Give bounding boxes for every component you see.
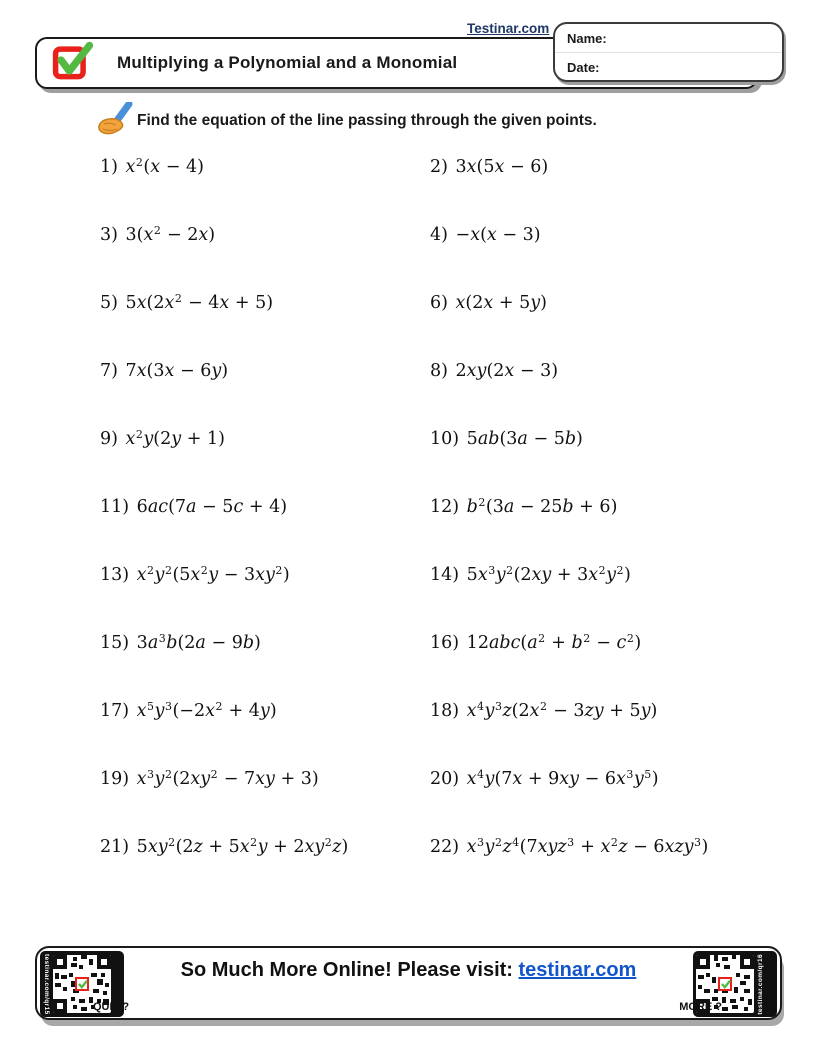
problem-expression: $x^4y^3z(2x^2 - 3zy + 5y)$ xyxy=(466,699,658,721)
problem-expression: $5x^3y^2(2xy + 3x^2y^2)$ xyxy=(466,563,631,585)
problem-1 xyxy=(100,157,430,225)
problem-number: 16) xyxy=(430,633,465,653)
problem-expression: 2xy(2x − 3) xyxy=(455,361,559,381)
footer-site-link[interactable]: testinar.com xyxy=(518,959,637,981)
problem-expression: $x^4y(7x + 9xy - 6x^3y^5)$ xyxy=(466,767,659,789)
problem-12 xyxy=(430,497,790,565)
problem-number: 19) xyxy=(100,769,135,789)
footer-message xyxy=(37,959,780,982)
more-label: MORE ? xyxy=(679,1001,722,1013)
footer-message-text: So Much More Online! Please visit: xyxy=(180,959,519,981)
page-title: Multiplying a Polynomial and a Monomial xyxy=(117,53,458,72)
problem-22 xyxy=(430,837,790,905)
problem-number: 20) xyxy=(430,769,465,789)
problem-5 xyxy=(100,293,430,361)
problem-3 xyxy=(100,225,430,293)
problem-expression: $5x(2x^2 - 4x + 5)$ xyxy=(125,291,274,313)
footer-banner xyxy=(35,946,782,1020)
writing-hand-icon xyxy=(96,102,136,140)
problem-7 xyxy=(100,361,430,429)
problem-expression: 6ac(7a − 5c + 4) xyxy=(136,497,288,517)
problem-number: 21) xyxy=(100,837,135,857)
problem-number: 2) xyxy=(430,157,454,177)
problem-number: 4) xyxy=(430,225,454,245)
quiz-label: QUIZ ? xyxy=(93,1001,130,1013)
problem-expression: $x^2y^2(5x^2y - 3xy^2)$ xyxy=(136,563,290,585)
problem-expression: $b^2(3a - 25b + 6)$ xyxy=(466,495,618,517)
problem-expression: x(2x + 5y) xyxy=(455,293,547,313)
date-field-label: Date: xyxy=(567,60,600,75)
problem-number: 11) xyxy=(100,497,135,517)
problem-16 xyxy=(430,633,790,701)
checkbox-check-icon xyxy=(51,39,95,83)
name-date-box xyxy=(553,22,784,82)
problem-8 xyxy=(430,361,790,429)
problem-number: 9) xyxy=(100,429,124,449)
problem-9 xyxy=(100,429,430,497)
problem-2 xyxy=(430,157,790,225)
problem-expression: 7x(3x − 6y) xyxy=(125,361,229,381)
problem-number: 10) xyxy=(430,429,465,449)
problem-expression: $x^3y^2z^4(7xyz^3 + x^2z - 6xzy^3)$ xyxy=(466,835,709,857)
problem-number: 1) xyxy=(100,157,124,177)
problem-expression: $5xy^2(2z + 5x^2y + 2xy^2z)$ xyxy=(136,835,349,857)
problem-17 xyxy=(100,701,430,769)
problem-10 xyxy=(430,429,790,497)
problem-number: 22) xyxy=(430,837,465,857)
problem-18 xyxy=(430,701,790,769)
problem-6 xyxy=(430,293,790,361)
problem-expression: 5ab(3a − 5b) xyxy=(466,429,583,449)
problem-number: 7) xyxy=(100,361,124,381)
problem-number: 13) xyxy=(100,565,135,585)
problem-expression: $x^5y^3(-2x^2 + 4y)$ xyxy=(136,699,277,721)
problem-19 xyxy=(100,769,430,837)
problem-21 xyxy=(100,837,430,905)
problem-expression: $x^2(x - 4)$ xyxy=(125,155,204,177)
instruction-text: Find the equation of the line passing through the given points. xyxy=(137,112,597,129)
name-field-label: Name: xyxy=(555,24,782,53)
problem-number: 18) xyxy=(430,701,465,721)
problem-expression: $3a^3b(2a - 9b)$ xyxy=(136,631,261,653)
problem-15 xyxy=(100,633,430,701)
problem-20 xyxy=(430,769,790,837)
problem-expression: $12abc(a^2 + b^2 - c^2)$ xyxy=(466,631,642,653)
problem-number: 3) xyxy=(100,225,124,245)
problem-13 xyxy=(100,565,430,633)
problem-11 xyxy=(100,497,430,565)
problem-number: 6) xyxy=(430,293,454,313)
top-site-link[interactable]: Testinar.com xyxy=(467,21,550,36)
problem-number: 8) xyxy=(430,361,454,381)
qr-left-caption: testinar.com/qr15 xyxy=(43,953,50,1015)
problem-expression: $x^2y(2y + 1)$ xyxy=(125,427,225,449)
qr-right-caption: testinar.com/qr16 xyxy=(757,953,764,1015)
problem-number: 15) xyxy=(100,633,135,653)
problem-4 xyxy=(430,225,790,293)
problem-number: 5) xyxy=(100,293,124,313)
instruction-row xyxy=(96,102,597,140)
problem-number: 17) xyxy=(100,701,135,721)
problem-expression: $3(x^2 - 2x)$ xyxy=(125,223,216,245)
problem-number: 14) xyxy=(430,565,465,585)
problem-expression: −x(x − 3) xyxy=(455,225,541,245)
problem-14 xyxy=(430,565,790,633)
problem-number: 12) xyxy=(430,497,465,517)
problem-expression: $x^3y^2(2xy^2 - 7xy + 3)$ xyxy=(136,767,319,789)
problems-grid xyxy=(100,157,790,905)
problem-expression: 3x(5x − 6) xyxy=(455,157,549,177)
